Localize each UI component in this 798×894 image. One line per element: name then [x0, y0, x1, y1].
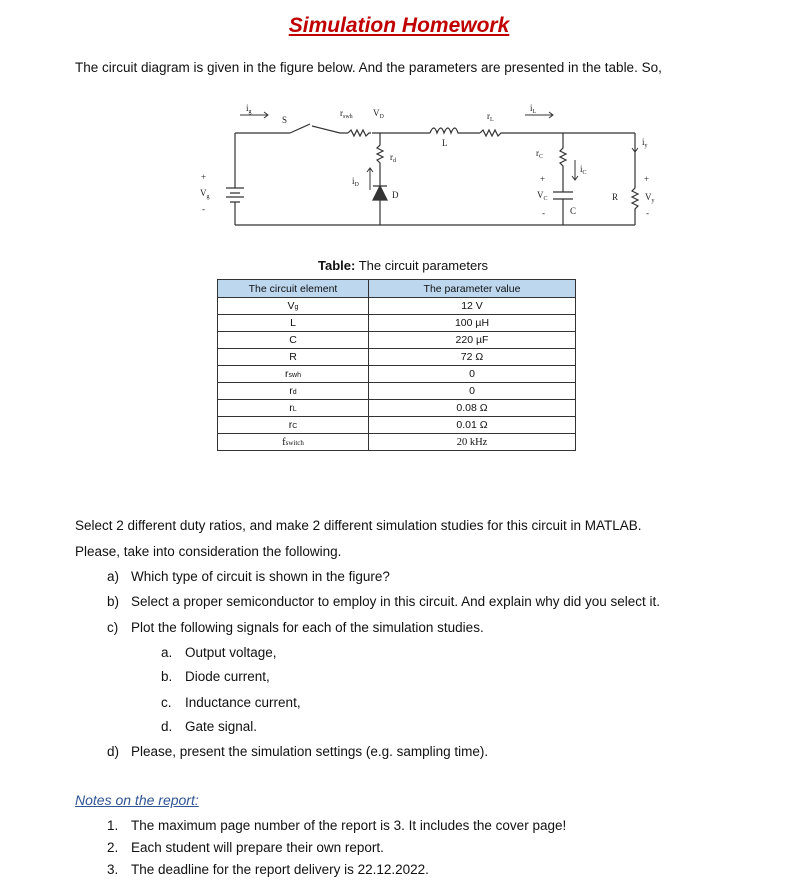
- table-row: [218, 298, 576, 315]
- question-b: b) Select a proper semiconductor to employ in this circuit. And explain why did you select it.: [107, 594, 661, 609]
- table-row: [218, 400, 576, 417]
- value-cell: 20 kHz: [369, 434, 576, 451]
- page-title: Simulation Homework: [288, 14, 510, 37]
- source-plates: [226, 188, 244, 202]
- v-o-plus: +: [644, 174, 650, 184]
- table-header-row: [218, 280, 576, 298]
- table-row: [218, 366, 576, 383]
- element-cell: R: [218, 349, 369, 366]
- v-c-plus: +: [540, 174, 546, 184]
- task-line-2: Please, take into consideration the following.: [75, 544, 342, 559]
- value-cell: 0: [369, 366, 576, 383]
- v-o-minus: -: [646, 208, 649, 218]
- r-l-resistor: [480, 130, 520, 136]
- table-row: [218, 349, 576, 366]
- table-caption: Table: The circuit parameters: [318, 258, 489, 273]
- column-header-value: The parameter value: [369, 280, 576, 298]
- i-l-label: $i_L$: [530, 103, 537, 115]
- note-item: 1. The maximum page number of the report is 3. It includes the cover page!: [107, 818, 567, 833]
- element-cell: Vg: [218, 298, 369, 315]
- task-line-1: Select 2 different duty ratios, and make 2 different simulation studies for this circuit in MATLAB.: [75, 518, 642, 533]
- switch-label: S: [282, 115, 288, 125]
- circuit-diagram: [180, 100, 670, 235]
- capacitor-label: C: [570, 206, 577, 216]
- table-row: [218, 434, 576, 451]
- element-cell: rL: [218, 400, 369, 417]
- value-cell: 220 µF: [369, 332, 576, 349]
- r-d-label: $r_d$: [390, 152, 396, 164]
- note-item: 2. Each student will prepare their own report.: [107, 840, 384, 855]
- question-c: c) Plot the following signals for each of the simulation studies.: [107, 620, 484, 635]
- value-cell: 12 V: [369, 298, 576, 315]
- r-l-label: $r_L$: [487, 111, 494, 123]
- signal-item: c. Inductance current,: [161, 695, 301, 710]
- column-header-element: The circuit element: [218, 280, 369, 298]
- notes-heading: Notes on the report:: [75, 792, 199, 808]
- switch: [290, 124, 310, 133]
- i-d-arrow: [367, 168, 373, 190]
- element-cell: rswh: [218, 366, 369, 383]
- table-row: [218, 332, 576, 349]
- diode-symbol: [373, 186, 387, 200]
- cap-branch: [560, 133, 566, 225]
- table-row: [218, 315, 576, 332]
- intro-text: The circuit diagram is given in the figure below. And the parameters are presented in the table. So,: [75, 60, 662, 75]
- element-cell: C: [218, 332, 369, 349]
- v-c-label: $V_C$: [537, 190, 548, 202]
- i-c-label: $i_C$: [580, 164, 587, 176]
- question-d: d) Please, present the simulation settings (e.g. sampling time).: [107, 744, 489, 759]
- i-o-label: $i_y$: [642, 137, 648, 149]
- value-cell: 0.08 Ω: [369, 400, 576, 417]
- i-d-label: $i_D$: [352, 176, 359, 188]
- element-cell: L: [218, 315, 369, 332]
- v-g-label: $V_g$: [200, 188, 210, 200]
- element-cell: rC: [218, 417, 369, 434]
- v-d-label: $V_D$: [373, 108, 384, 120]
- i-c-arrow: [572, 160, 578, 180]
- v-g-minus: -: [202, 204, 205, 214]
- v-g-plus: +: [201, 172, 207, 182]
- value-cell: 100 µH: [369, 315, 576, 332]
- diode-branch: [377, 133, 383, 225]
- resistor-label: R: [612, 192, 619, 202]
- diode-label: D: [392, 190, 399, 200]
- question-a: a) Which type of circuit is shown in the figure?: [107, 569, 390, 584]
- v-c-minus: -: [542, 208, 545, 218]
- i-g-arrow: [240, 112, 268, 118]
- r-switch-resistor: [348, 130, 371, 136]
- v-o-label: $V_y$: [645, 192, 655, 204]
- inductor-label: L: [442, 138, 448, 148]
- value-cell: 0.01 Ω: [369, 417, 576, 434]
- value-cell: 72 Ω: [369, 349, 576, 366]
- signal-item: a. Output voltage,: [161, 645, 277, 660]
- r-c-label: $r_C$: [536, 148, 544, 160]
- element-cell: fswitch: [218, 434, 369, 451]
- cap-plates: [553, 192, 573, 199]
- signal-item: d. Gate signal.: [161, 719, 258, 734]
- note-item: 3. The deadline for the report delivery is 22.12.2022.: [107, 862, 429, 877]
- table-row: [218, 417, 576, 434]
- inductor: [430, 128, 460, 133]
- element-cell: rd: [218, 383, 369, 400]
- table-row: [218, 383, 576, 400]
- value-cell: 0: [369, 383, 576, 400]
- i-o-arrow: [632, 135, 638, 152]
- signal-item: b. Diode current,: [161, 669, 270, 684]
- i-g-label: $i_g$: [246, 103, 252, 115]
- parameters-table: [217, 279, 576, 451]
- r-switch-label: $r_{swh}$: [340, 108, 353, 120]
